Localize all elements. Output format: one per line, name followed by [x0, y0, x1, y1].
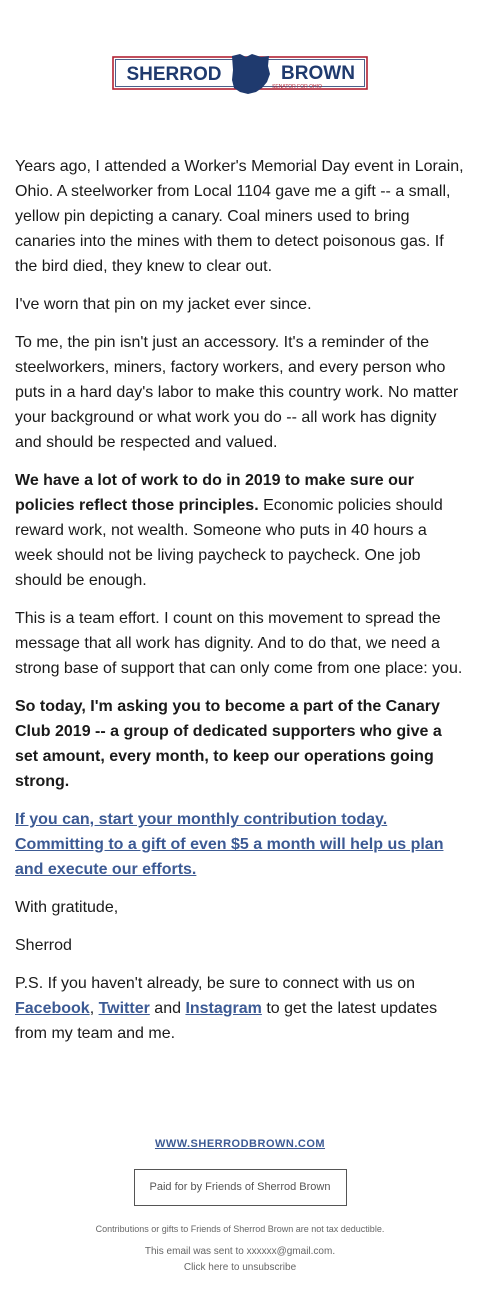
signature: Sherrod [15, 937, 72, 954]
ohio-logo-icon [112, 52, 368, 96]
unsubscribe-link[interactable]: Click here to unsubscribe [183, 1262, 297, 1273]
sent-to-notice [0, 1244, 480, 1276]
paragraph-work-2019-rest: Economic policies should reward work, not wealth. Someone who puts in 40 hours a week should not be living paycheck to paycheck. One job should be enough. [15, 497, 443, 589]
campaign-logo[interactable] [112, 52, 368, 96]
bold-canary-club: So today, I'm asking you to become a part of the Canary Club 2019 -- a group of dedicated supporters who give a set amount, every month, to keep our operations going strong. [15, 698, 442, 790]
facebook-link[interactable]: Facebook [15, 1000, 90, 1017]
website-link[interactable]: WWW.SHERRODBROWN.COM [154, 1138, 326, 1150]
twitter-link[interactable]: Twitter [98, 1000, 150, 1017]
postscript [15, 971, 467, 1046]
bold-work-2019: We have a lot of work to do in 2019 to make sure our policies reflect those principles. [15, 472, 414, 514]
paragraph-reminder: To me, the pin isn't just an accessory. It's a reminder of the steelworkers, miners, factory workers, and every person who puts in a hard day's labor to make this country work. No matter your background or what work you do -- all work has dignity and should be respected and valued. [15, 334, 459, 451]
ohio-state-shape [232, 54, 270, 94]
paid-for-box: Paid for by Friends of Sherrod Brown [134, 1169, 347, 1206]
instagram-link[interactable]: Instagram [185, 1000, 262, 1017]
ps-prefix: P.S. If you haven't already, be sure to connect with us on [15, 975, 416, 992]
ps-comma: , [89, 1000, 99, 1017]
paragraph-team-effort: This is a team effort. I count on this movement to spread the message that all work has dignity. And to do that, we need a strong base of support that can only come from one place: you. [15, 610, 463, 677]
monthly-contribution-link[interactable]: If you can, start your monthly contribution today. Committing to a gift of even $5 a month will help us plan and execute our efforts. [15, 811, 444, 878]
email-body [15, 154, 467, 1059]
ps-and: and [149, 1000, 186, 1017]
paragraph-work-2019 [15, 468, 467, 593]
paragraph-canary-club [15, 694, 467, 794]
paragraph-pin: I've worn that pin on my jacket ever since. [15, 296, 312, 313]
logo-left-text: SHERROD [126, 64, 222, 85]
sent-to-text: This email was sent to xxxxxx@gmail.com. [144, 1246, 336, 1257]
tax-disclaimer: Contributions or gifts to Friends of Sherrod Brown are not tax deductible. [95, 1224, 385, 1234]
paragraph-canary-story: Years ago, I attended a Worker's Memorial Day event in Lorain, Ohio. A steelworker from Local 1104 gave me a gift -- a small, yellow pin depicting a canary. Coal miners used to bring canaries into the mines with them to detect poisonous gas. If the bird died, they knew to clear out. [15, 158, 464, 275]
ps-suffix: to get the latest updates from my team and me. [15, 1000, 438, 1042]
logo-tagline: SENATOR FOR OHIO [272, 84, 322, 90]
paragraph-contribute [15, 807, 467, 882]
signoff: With gratitude, [15, 899, 119, 916]
email-footer [0, 1134, 480, 1276]
logo-right-text: BROWN [281, 63, 355, 84]
